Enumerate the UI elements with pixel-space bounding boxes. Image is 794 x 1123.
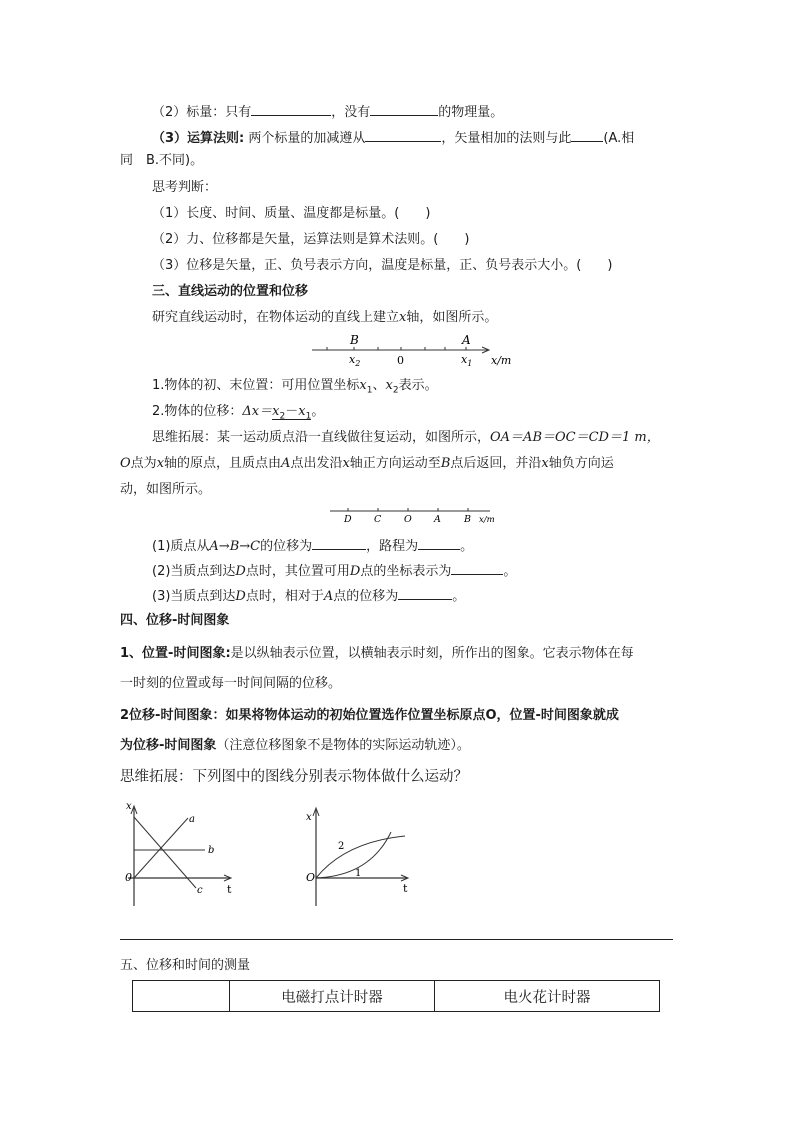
s1-c: ，路程为 xyxy=(366,539,419,554)
label2-A: A xyxy=(434,514,441,525)
ext2-O: O xyxy=(120,456,131,471)
s2-end: 。 xyxy=(503,564,517,579)
s1-path: A→B→C xyxy=(209,539,261,554)
g2-label-o: O xyxy=(306,871,316,884)
s3-b: 点时，相对于 xyxy=(245,589,324,604)
s3-c: 点的位移为 xyxy=(333,589,399,604)
label-x1: $x_1$ xyxy=(461,353,473,368)
operation-rule-text: 两个标量的加减遵从 xyxy=(248,131,366,146)
scalar-def-suffix: 的物理量。 xyxy=(438,105,504,120)
p2-dx: Δx＝ xyxy=(242,404,273,419)
g1-label-a: a xyxy=(189,814,195,825)
extension-line-3: 动，如图所示。 xyxy=(120,482,212,497)
ext2-x2: x xyxy=(342,456,350,471)
p2-x2-sub: 2 xyxy=(279,411,286,422)
p2-end: 。 xyxy=(311,404,325,419)
ext2-c: 点出发沿 xyxy=(290,456,343,471)
item1-title: 1、位置-时间图象: xyxy=(120,646,231,661)
table-header-electromagnetic: 电磁打点计时器 xyxy=(230,981,435,1012)
label-zero: 0 xyxy=(397,354,404,367)
operation-rule-wrap: 同 B.不同)。 xyxy=(120,153,204,168)
s3-a: (3)当质点到达 xyxy=(152,589,236,604)
ext2-x: x xyxy=(156,456,165,471)
s2-a: (2)当质点到达 xyxy=(152,564,236,579)
section4-item2-title: 2位移-时间图象：如果将物体运动的初始位置选作位置坐标原点O，位置-时间图象就成 xyxy=(120,708,619,723)
page-separator xyxy=(120,939,673,940)
judge-q2: （2）力、位移都是矢量，运算法则是算术法则。( ) xyxy=(152,232,470,247)
section3-intro-b: 轴，如图所示。 xyxy=(406,310,498,325)
operation-rule-text2: ，矢量相加的法则与此 xyxy=(441,131,572,146)
s2-b: 点时，其位置可用 xyxy=(245,564,350,579)
p1-text-b: 表示。 xyxy=(398,378,438,393)
g2-label-x: x xyxy=(306,812,312,823)
section5-title: 五、位移和时间的测量 xyxy=(120,958,251,973)
g1-label-c: c xyxy=(197,885,203,896)
p1-text-a: 1.物体的初、末位置：可用位置坐标 xyxy=(152,378,360,393)
p2-text-a: 2.物体的位移： xyxy=(152,404,243,419)
ext2-f: 轴负方向运 xyxy=(548,456,614,471)
s2-c: 点的坐标表示为 xyxy=(360,564,452,579)
label2-D: D xyxy=(344,514,352,525)
section4-think: 思维拓展：下列图中的图线分别表示物体做什么运动？ xyxy=(120,769,468,785)
g2-label-t: t xyxy=(403,882,408,895)
ext2-B: B xyxy=(440,456,451,471)
section4-item1-wrap: 一时刻的位置或每一时间间隔的位移。 xyxy=(120,676,342,691)
label2-O: O xyxy=(404,514,412,525)
p2-x1: x xyxy=(298,404,306,419)
section3-title: 三、直线运动的位置和位移 xyxy=(152,284,309,299)
g2-label-2: 2 xyxy=(338,841,345,852)
s1-a: (1)质点从 xyxy=(152,539,210,554)
ext2-e: 点后返回，并沿 xyxy=(450,456,542,471)
g2-curve-1 xyxy=(316,832,391,878)
table-header-spark: 电火花计时器 xyxy=(435,981,660,1012)
scalar-def-middle: ，没有 xyxy=(331,105,371,120)
g1-label-x: x xyxy=(126,801,132,812)
scalar-def-prefix: （2）标量：只有 xyxy=(152,105,252,120)
ext1-text: 思维拓展：某一运动质点沿一直线做往复运动，如图所示， xyxy=(152,430,491,445)
p1-sep: 、 xyxy=(372,378,386,393)
ext1-equation: OA＝AB＝OC＝CD＝1 m， xyxy=(490,430,660,445)
s2-D: D xyxy=(235,564,246,579)
s3-A: A xyxy=(323,589,334,604)
s1-end: 。 xyxy=(460,539,474,554)
g1-label-b: b xyxy=(208,845,215,856)
item1-text: 是以纵轴表示位置，以横轴表示时刻，所作出的图象。它表示物体在每 xyxy=(230,646,634,661)
timer-comparison-table xyxy=(132,980,660,1012)
section4-title: 四、位移-时间图象 xyxy=(120,613,230,628)
section3-intro-x: x xyxy=(399,310,407,325)
p2-minus: － xyxy=(285,404,299,419)
p1-x1-sub: 1 xyxy=(366,385,373,396)
p2-x1-sub: 1 xyxy=(305,411,312,422)
p1-x1: x xyxy=(359,378,367,393)
p2-x2: x xyxy=(272,404,280,419)
g1-label-t: t xyxy=(227,883,232,896)
item2-title2: 为位移-时间图象 xyxy=(120,738,217,753)
g2-label-1: 1 xyxy=(355,868,362,879)
label-A: A xyxy=(462,333,471,347)
ext2-x3: x xyxy=(541,456,549,471)
ext2-d: 轴正方向运动至 xyxy=(349,456,441,471)
ext2-b: 轴的原点，且质点由 xyxy=(164,456,282,471)
item2-note: （注意位移图象不是物体的实际运动轨迹）。 xyxy=(216,738,470,753)
g1-label-o: 0 xyxy=(125,871,132,884)
label2-B: B xyxy=(464,514,471,525)
label-x2: $x_2$ xyxy=(349,353,361,368)
s2-D2: D xyxy=(349,564,361,579)
s3-D: D xyxy=(235,589,246,604)
label2-C: C xyxy=(374,514,382,525)
operation-rule-option-a: (A.相 xyxy=(603,131,635,146)
s1-b: 的位移为 xyxy=(260,539,313,554)
judge-q1: （1）长度、时间、质量、温度都是标量。( ) xyxy=(152,206,431,221)
p1-x2: x xyxy=(385,378,393,393)
label-unit: x/m xyxy=(491,354,512,367)
label-B: B xyxy=(350,333,359,347)
table-row xyxy=(133,981,660,1012)
p1-x2-sub: 2 xyxy=(392,385,399,396)
ext2-A: A xyxy=(281,456,291,471)
label2-unit: x/m xyxy=(479,515,495,525)
section3-intro-a: 研究直线运动时，在物体运动的直线上建立 xyxy=(152,310,400,325)
s3-end: 。 xyxy=(452,589,466,604)
table-header-blank xyxy=(133,981,230,1012)
operation-rule-title: （3）运算法则: xyxy=(152,131,245,146)
ext2-a: 点为 xyxy=(130,456,157,471)
judge-q3: （3）位移是矢量，正、负号表示方向，温度是标量，正、负号表示大小。( ) xyxy=(152,258,613,273)
judge-title: 思考判断： xyxy=(152,180,218,195)
